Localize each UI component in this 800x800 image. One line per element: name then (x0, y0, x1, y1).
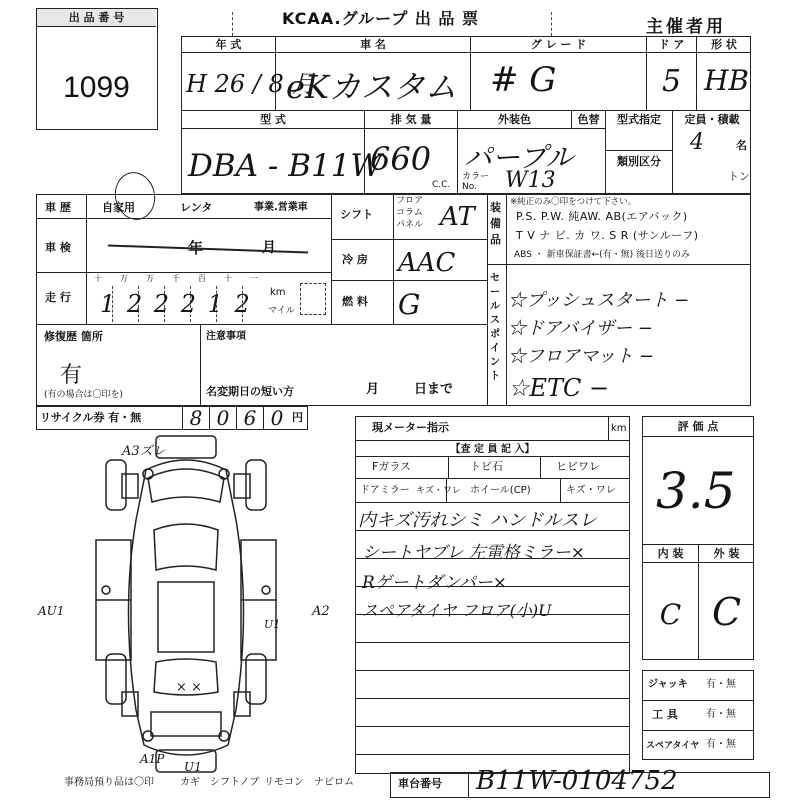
deadline-day: 日まで (414, 382, 454, 397)
model-label: 型 式 (260, 113, 286, 126)
ruled-line (355, 642, 630, 643)
capacity-unit: 名 (736, 139, 747, 152)
grade-value: # G (490, 60, 557, 100)
mileage-unit-5: 十 (224, 274, 232, 283)
history-business[interactable]: 事業.営業車 (254, 202, 308, 213)
ruled-line (355, 614, 630, 615)
spare-avail[interactable]: 有・無 (706, 739, 736, 750)
equipment-label: 装 備 品 (490, 201, 501, 246)
chassis-label: 車台番号 (398, 777, 442, 790)
score-label: 評 価 点 (677, 420, 719, 433)
interior-value: C (659, 598, 682, 631)
interior-label: 内 装 (657, 547, 684, 560)
shift-value: AT (440, 202, 475, 232)
shift-column[interactable]: コラム (396, 208, 423, 218)
recycle-cells (182, 406, 290, 430)
score-value: 3.5 (656, 462, 736, 520)
history-label: 車 歴 (45, 201, 71, 214)
diagram-mark-side: U1 (264, 618, 281, 631)
color-label: 外装色 (498, 113, 531, 126)
name-value: eKカスタム (286, 68, 457, 106)
doors-label: ド ア (658, 38, 685, 51)
capacity-label: 定員・積載 (684, 113, 740, 126)
meter-label: 現メーター指示 (372, 421, 449, 434)
mileage-value: 1 2 2 2 1 2 (100, 290, 252, 318)
lot-number-label: 出 品 番 号 (37, 9, 156, 27)
exterior-value: C (711, 590, 742, 634)
color-no-value: W13 (505, 168, 556, 193)
sales-point-label: セールスポイント (490, 273, 500, 382)
equipment-line3[interactable]: ABS ・ 新車保証書←(有・無) 後日送りのみ (514, 250, 691, 260)
type-spec-label: 型式指定 (617, 113, 661, 126)
body-label: 形 状 (711, 38, 737, 51)
doors-value: 5 (662, 64, 682, 99)
recycle-label: リサイクル券 有・無 (40, 411, 142, 424)
ruled-line (355, 670, 630, 671)
history-rental[interactable]: レンタ (180, 201, 213, 214)
ruled-line (355, 558, 630, 559)
copy-label: 主催者用 (646, 17, 726, 37)
inspector-title: 【査 定 員 記 入】 (450, 444, 535, 455)
mileage-unit-3: 千 (172, 274, 180, 283)
mile-checkbox[interactable] (300, 283, 326, 315)
diagram-mark-roof: × × (176, 680, 202, 695)
displacement-value: 660 (370, 140, 432, 178)
car-damage-diagram (36, 430, 326, 780)
color-no-label: カラーNo. (462, 172, 490, 192)
mileage-unit-1: 万 (120, 274, 128, 283)
sales-point-4: ☆ETC − (508, 374, 610, 402)
capacity-value: 4 (690, 130, 704, 155)
inspector-ruled-lines (355, 502, 630, 774)
cc-unit: C.C. (432, 180, 451, 190)
inspection-year: 年 (188, 239, 204, 257)
km-label: km (270, 287, 286, 298)
tools-label: 工 具 (652, 708, 678, 721)
body-value: HB (704, 64, 749, 97)
item-tobiishi[interactable]: トビ石 (470, 460, 503, 473)
shift-panel[interactable]: パネル (396, 220, 424, 230)
diagram-mark-front: A3ズレ (122, 444, 166, 459)
shift-label: シフト (340, 208, 373, 221)
mileage-unit-0: 十 (94, 274, 102, 283)
repair-value: 有 (60, 363, 83, 388)
ruled-line (355, 754, 630, 755)
office-note: 事務局預り品は〇印 (64, 777, 154, 788)
item-wheel-damage[interactable]: キズ・ワレ (566, 485, 616, 496)
mileage-unit-4: 百 (198, 274, 206, 283)
fuel-label: 燃 料 (342, 295, 368, 308)
recycle-digit-1: 0 (209, 406, 236, 430)
class-label: 類別区分 (617, 155, 661, 168)
recycle-unit: 円 (292, 411, 303, 424)
recycle-digit-3: 0 (263, 406, 290, 430)
diagram-mark-rear: U1 (184, 760, 202, 774)
sales-point-1: ☆プッシュスタート − (508, 290, 690, 311)
caution-label: 注意事項 (206, 331, 246, 342)
ruled-line (355, 586, 630, 587)
exterior-label: 外 装 (713, 547, 740, 560)
shift-floor[interactable]: フロア (396, 196, 424, 206)
jack-label: ジャッキ (648, 679, 688, 690)
chassis-value: B11W-0104752 (476, 766, 678, 796)
mile-label: マイル (268, 306, 295, 316)
mileage-unit-6: 一 (250, 274, 258, 283)
footer-remote[interactable]: リモコン (264, 777, 304, 788)
year-value: H 26 / 8 月 (186, 70, 316, 98)
deadline-month: 月 (366, 382, 380, 397)
recycle-digit-0: 8 (182, 406, 209, 430)
name-label: 車 名 (360, 38, 386, 51)
inspector-note-2: シートヤブレ 左電格ミラー× (362, 543, 585, 563)
inspector-note-3: Rゲートダンパー× (362, 573, 508, 593)
diagram-mark-right: A2 (312, 604, 330, 619)
ac-label: 冷 房 (342, 253, 368, 266)
meter-unit: km (611, 423, 627, 434)
model-value: DBA - B11W (188, 148, 383, 184)
history-private[interactable]: 自家用 (102, 201, 135, 214)
mileage-units (86, 272, 266, 286)
diagram-mark-rear-left: A1P (140, 752, 165, 766)
equipment-note: ※純正のみ〇印をつけて下さい。 (510, 197, 637, 207)
lot-number-value: 1099 (63, 71, 130, 104)
repaint-label: 色替 (577, 113, 600, 126)
inspection-month: 月 (262, 240, 276, 256)
equipment-line2[interactable]: T V ナ ビ. カ ワ. S R (サンルーフ) (516, 229, 699, 242)
mileage-unit-2: 万 (146, 274, 154, 283)
item-fglass[interactable]: Fガラス (372, 460, 411, 473)
deadline-label: 名変期日の短い方 (206, 385, 294, 398)
form-title: KCAA.グループ 出 品 票 (282, 9, 479, 28)
jack-avail[interactable]: 有・無 (706, 679, 736, 690)
grade-label: グ レ ー ド (530, 38, 587, 51)
ruled-line (355, 698, 630, 699)
footer-key[interactable]: カギ (180, 777, 200, 788)
recycle-digit-2: 6 (236, 406, 263, 430)
year-label: 年 式 (215, 38, 242, 51)
repair-note: (有の場合は〇印を) (44, 390, 124, 400)
tools-avail[interactable]: 有・無 (706, 709, 736, 720)
ruled-line (355, 726, 630, 727)
ac-value: AAC (398, 248, 456, 278)
item-hibiware[interactable]: ヒビワレ (556, 460, 600, 473)
ton-unit: トン (728, 170, 750, 183)
footer-shiftknob[interactable]: シフトノブ (210, 777, 260, 788)
lot-number-box (36, 8, 158, 130)
inspection-label: 車 検 (45, 241, 71, 254)
item-mirror-damage[interactable]: キズ・ワレ (416, 486, 461, 496)
item-doormirror[interactable]: ドアミラー (360, 485, 410, 496)
sales-point-3: ☆フロアマット − (508, 346, 655, 367)
sales-point-2: ☆ドアバイザー − (508, 318, 653, 339)
repair-label: 修復歴 箇所 (44, 330, 103, 343)
displacement-label: 排 気 量 (390, 113, 432, 126)
inspector-note-4: スペアタイヤ フロア(小)U (362, 601, 552, 620)
spare-label: スペアタイヤ (646, 741, 700, 751)
equipment-line1[interactable]: P.S. P.W. 純AW. AB(エアバック) (516, 210, 688, 223)
fuel-value: G (398, 288, 421, 321)
inspector-note-1: 内キズ汚れシミ ハンドルスレ (358, 510, 597, 531)
color-value: パープル (464, 141, 574, 174)
mileage-label: 走 行 (45, 291, 71, 304)
footer-naviROM[interactable]: ナビロム (314, 777, 354, 788)
item-wheel[interactable]: ホイール(CP) (470, 485, 531, 496)
diagram-mark-left: AU1 (38, 604, 65, 618)
ruled-line (355, 530, 630, 531)
